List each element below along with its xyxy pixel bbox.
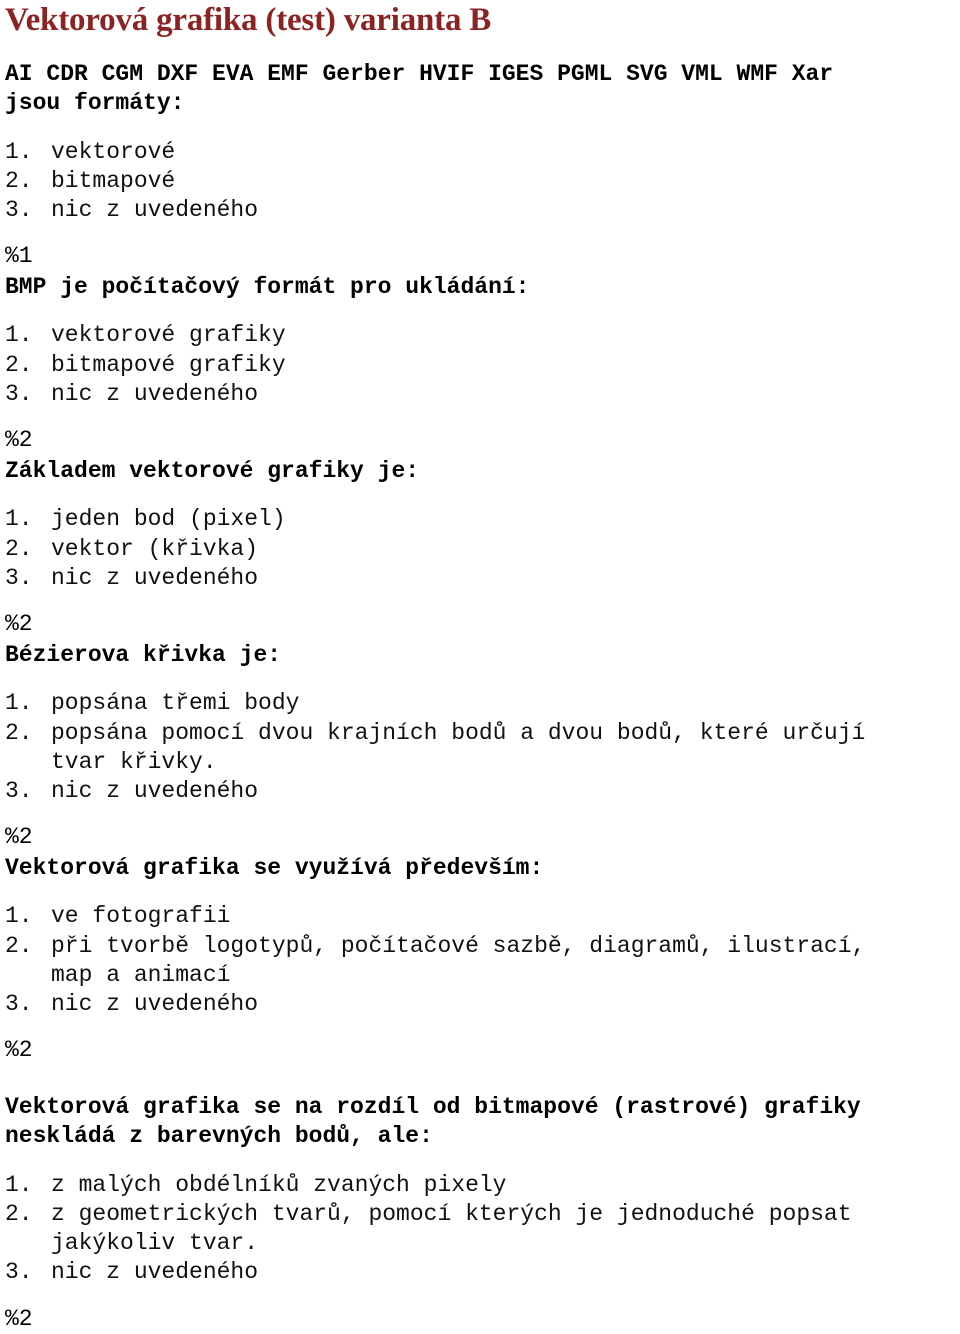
option-number: 2.: [5, 351, 33, 378]
option-text: nic z uvedeného: [51, 778, 259, 805]
score-marker: %2: [5, 824, 33, 851]
option-text: bitmapové: [51, 167, 176, 194]
option-item: [5, 1171, 861, 1200]
option-number: 1.: [5, 322, 33, 349]
option-list: [5, 689, 865, 806]
option-text: popsána pomocí dvou krajních bodů a dvou bodů, které určují tvar křivky.: [51, 719, 866, 775]
option-number: 2.: [5, 719, 33, 746]
option-item: [5, 564, 419, 593]
question-text: Vektorová grafika se využívá především:: [5, 855, 544, 881]
option-number: 2.: [5, 932, 33, 959]
option-text: nic z uvedeného: [51, 197, 259, 224]
question-text: Bézierova křivka je:: [5, 642, 282, 668]
page-title: Vektorová grafika (test) varianta B: [5, 2, 492, 38]
option-item: [5, 167, 833, 196]
test-page: [5, 0, 957, 1332]
question-block: [5, 60, 833, 272]
score-marker: %1: [5, 243, 33, 270]
option-number: 1.: [5, 506, 33, 533]
option-text: ve fotografii: [51, 903, 231, 930]
question-block: [5, 1093, 861, 1334]
option-number: 3.: [5, 778, 33, 805]
option-item: [5, 535, 419, 564]
option-item: [5, 196, 833, 225]
option-item: [5, 1200, 861, 1259]
option-item: [5, 321, 530, 350]
option-text: jeden bod (pixel): [51, 506, 286, 533]
option-item: [5, 932, 865, 991]
option-number: 2.: [5, 1200, 33, 1227]
option-list: [5, 321, 530, 409]
option-list: [5, 505, 419, 593]
option-text: vektor (křivka): [51, 535, 259, 562]
question-block: [5, 854, 865, 1066]
option-text: z malých obdélníků zvaných pixely: [51, 1171, 507, 1198]
option-number: 1.: [5, 690, 33, 717]
score-marker: %2: [5, 611, 33, 638]
option-text: bitmapové grafiky: [51, 351, 286, 378]
option-text: vektorové: [51, 138, 176, 165]
option-item: [5, 351, 530, 380]
option-item: [5, 990, 865, 1019]
option-text: nic z uvedeného: [51, 564, 259, 591]
option-text: nic z uvedeného: [51, 991, 259, 1018]
option-number: 1.: [5, 1171, 33, 1198]
score-marker: %2: [5, 427, 33, 454]
option-item: [5, 689, 865, 718]
question-block: [5, 273, 530, 455]
option-list: [5, 138, 833, 226]
option-number: 2.: [5, 535, 33, 562]
option-number: 2.: [5, 167, 33, 194]
score-marker: %2: [5, 1305, 33, 1332]
option-item: [5, 902, 865, 931]
option-list: [5, 902, 865, 1019]
option-text: nic z uvedeného: [51, 380, 259, 407]
question-text: Základem vektorové grafiky je:: [5, 458, 420, 484]
question-text: BMP je počítačový formát pro ukládání:: [5, 274, 530, 300]
option-text: při tvorbě logotypů, počítačové sazbě, diagramů, ilustrací, map a animací: [51, 932, 866, 988]
question-block: [5, 641, 865, 853]
option-item: [5, 719, 865, 778]
option-item: [5, 1258, 861, 1287]
question-block: [5, 457, 419, 639]
option-number: 3.: [5, 564, 33, 591]
score-marker: %2: [5, 1037, 33, 1064]
option-number: 3.: [5, 1259, 33, 1286]
option-text: z geometrických tvarů, pomocí kterých je jednoduché popsat jakýkoliv tvar.: [51, 1200, 852, 1257]
question-text: AI CDR CGM DXF EVA EMF Gerber HVIF IGES PGML SVG VML WMF Xar jsou formáty:: [5, 61, 834, 117]
option-number: 3.: [5, 380, 33, 407]
option-item: [5, 777, 865, 806]
option-number: 3.: [5, 991, 33, 1018]
option-number: 1.: [5, 138, 33, 165]
option-item: [5, 505, 419, 534]
option-text: popsána třemi body: [51, 690, 300, 717]
option-item: [5, 380, 530, 409]
option-text: nic z uvedeného: [51, 1259, 259, 1286]
option-list: [5, 1171, 861, 1288]
option-number: 3.: [5, 197, 33, 224]
option-item: [5, 138, 833, 167]
option-text: vektorové grafiky: [51, 322, 286, 349]
question-text: Vektorová grafika se na rozdíl od bitmapové (rastrové) grafiky neskládá z barevných bodů, ale:: [5, 1094, 861, 1150]
option-number: 1.: [5, 903, 33, 930]
